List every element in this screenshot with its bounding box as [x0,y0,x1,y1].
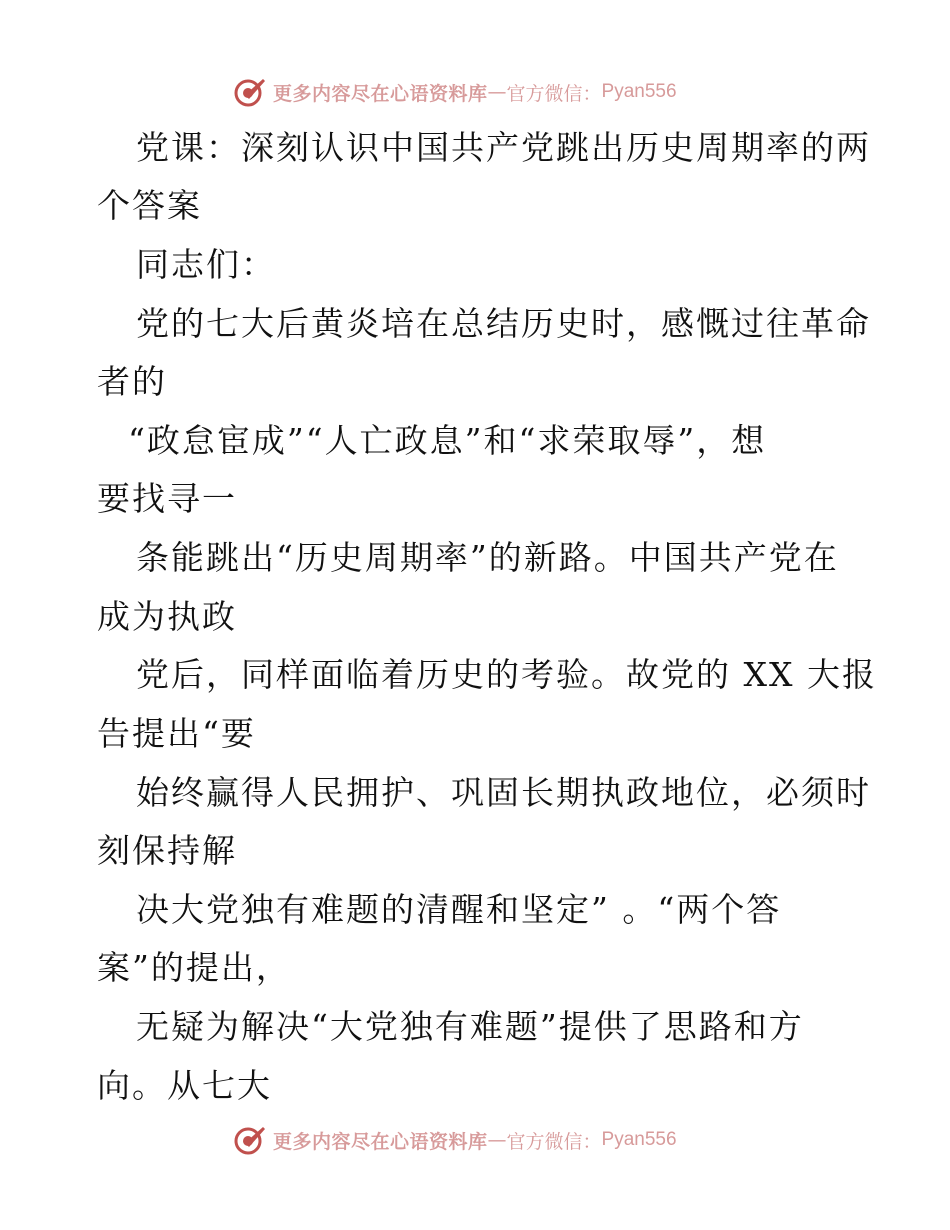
paragraph-line: 者的 [97,362,167,401]
banner-slogan: 更多内容尽在心语资料库 [273,1130,488,1153]
paragraph-line: 告提出“要 [97,714,256,753]
paragraph-line: 始终赢得人民拥护、巩固长期执政地位，必须时 [136,773,871,812]
banner-wechat-id: Pyan556 [601,81,677,102]
paragraph-line: 条能跳出“历史周期率”的新路。中国共产党在 [136,538,839,577]
banner-dash: — [487,81,507,103]
pen-logo-icon [233,1123,267,1157]
paragraph-line: 向。从七大 [97,1066,272,1105]
banner-wechat-id: Pyan556 [601,1129,677,1150]
paragraph-line: 党的七大后黄炎培在总结历史时，感慨过往革命 [136,304,871,343]
paragraph-line: 党后，同样面临着历史的考验。故党的 XX 大报 [136,655,877,694]
paragraph-line: 成为执政 [97,597,237,636]
paragraph-line: 决大党独有难题的清醒和坚定” 。“两个答 [136,890,782,929]
paragraph-line: 刻保持解 [97,831,237,870]
title-line-2: 个答案 [97,186,202,225]
paragraph-line: “政怠宦成”“人亡政息”和“求荣取辱”，想 [128,421,767,460]
banner-dash: — [487,1129,507,1151]
header-banner [0,70,950,114]
banner-slogan: 更多内容尽在心语资料库 [273,82,488,105]
salutation: 同志们： [136,245,276,284]
footer-banner [0,1118,950,1162]
paragraph-line: 案”的提出， [97,948,291,987]
banner-wechat-label: 官方微信： [506,1130,602,1153]
pen-logo-icon [233,75,267,109]
paragraph-line: 无疑为解决“大党独有难题”提供了思路和方 [136,1007,804,1046]
title-line-1: 党课：深刻认识中国共产党跳出历史周期率的两 [136,128,871,167]
paragraph-line: 要找寻一 [97,479,237,518]
banner-wechat-label: 官方微信： [506,82,602,105]
